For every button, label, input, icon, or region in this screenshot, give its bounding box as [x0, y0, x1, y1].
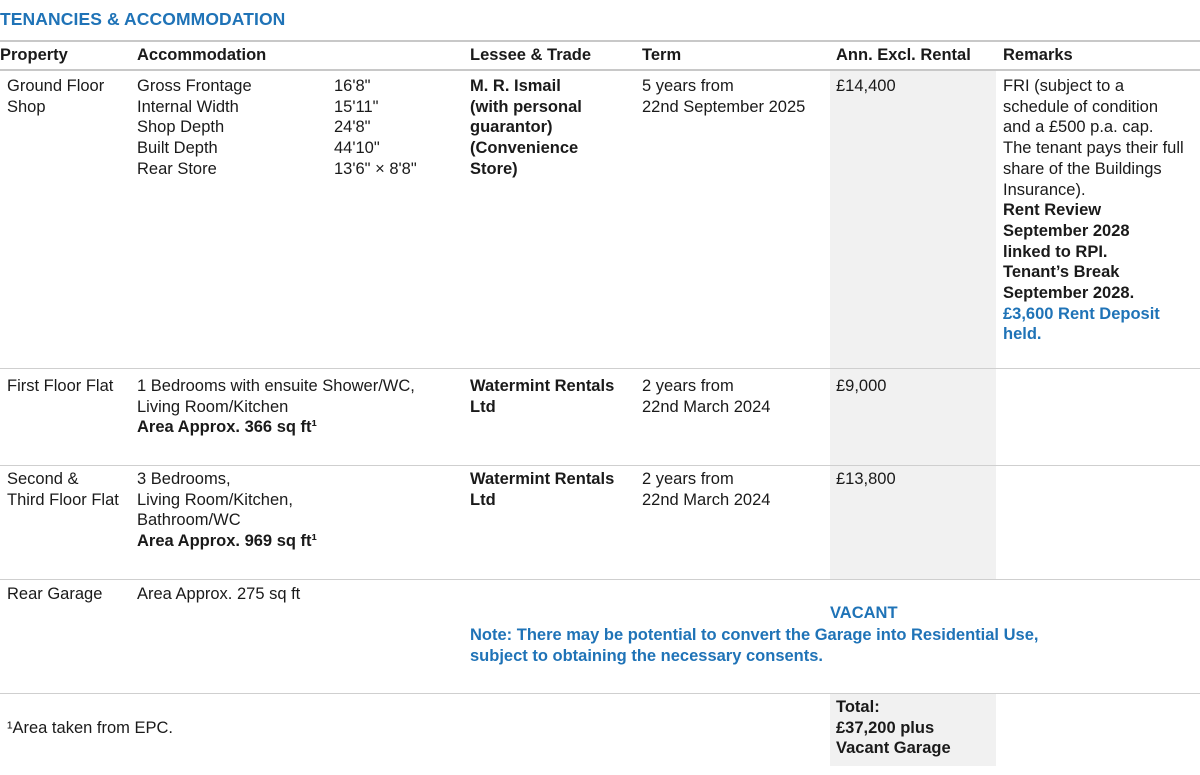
row1-rent: £14,400 [836, 77, 896, 95]
row3-property: Second & Third Floor Flat [7, 470, 119, 509]
row2-accommodation: 1 Bedrooms with ensuite Shower/WC, Living Room/Kitchen Area Approx. 366 sq ft¹ [137, 377, 415, 437]
row1-property: Ground Floor Shop [7, 77, 105, 116]
total-rental: Total: £37,200 plus Vacant Garage [836, 698, 951, 758]
row4-property: Rear Garage [7, 585, 103, 603]
row3-accommodation: 3 Bedrooms, Living Room/Kitchen, Bathroom/WC Area Approx. 969 sq ft¹ [137, 470, 318, 551]
header-top-rule [0, 40, 1200, 42]
row1-dimension-labels: Gross Frontage Internal Width Shop Depth Built Depth Rear Store [137, 77, 252, 178]
row-divider [0, 579, 1200, 580]
header-term: Term [642, 46, 682, 64]
row3-lessee: Watermint Rentals Ltd [470, 470, 615, 509]
header-rent: Ann. Excl. Rental [836, 46, 971, 64]
header-accommodation: Accommodation [137, 46, 267, 64]
header-remarks: Remarks [1003, 46, 1073, 64]
row-divider [0, 368, 1200, 369]
row2-lessee: Watermint Rentals Ltd [470, 377, 615, 416]
row3-rent: £13,800 [836, 470, 896, 488]
row1-term: 5 years from 22nd September 2025 [642, 77, 806, 116]
row4-accommodation: Area Approx. 275 sq ft [137, 585, 301, 603]
header-bottom-rule [0, 69, 1200, 71]
vacant-status: VACANT [830, 604, 898, 622]
row1-remarks: FRI (subject to a schedule of condition and a £500 p.a. cap. The tenant pays their full share of the Buildings Insurance). Rent Review September 2028 linked to RPI. Tenant’s Break September 2028. £3,600 Rent Deposit held. [1003, 77, 1184, 344]
page-title: TENANCIES & ACCOMMODATION [0, 9, 286, 29]
garage-note: Note: There may be potential to convert the Garage into Residential Use, subject to obtaining the necessary consents. [470, 626, 1039, 665]
row1-dimension-values: 16'8" 15'11" 24'8" 44'10" 13'6" × 8'8" [334, 77, 417, 178]
row3-term: 2 years from 22nd March 2024 [642, 470, 771, 509]
header-lessee: Lessee & Trade [470, 46, 592, 64]
row1-lessee: M. R. Ismail (with personal guarantor) (Convenience Store) [470, 77, 582, 178]
header-property: Property [0, 46, 68, 64]
row-divider [0, 465, 1200, 466]
row-divider [0, 693, 1200, 694]
rental-column-shading [830, 71, 996, 579]
row2-term: 2 years from 22nd March 2024 [642, 377, 771, 416]
footnote: ¹Area taken from EPC. [7, 719, 173, 737]
row2-rent: £9,000 [836, 377, 887, 395]
row2-property: First Floor Flat [7, 377, 114, 395]
